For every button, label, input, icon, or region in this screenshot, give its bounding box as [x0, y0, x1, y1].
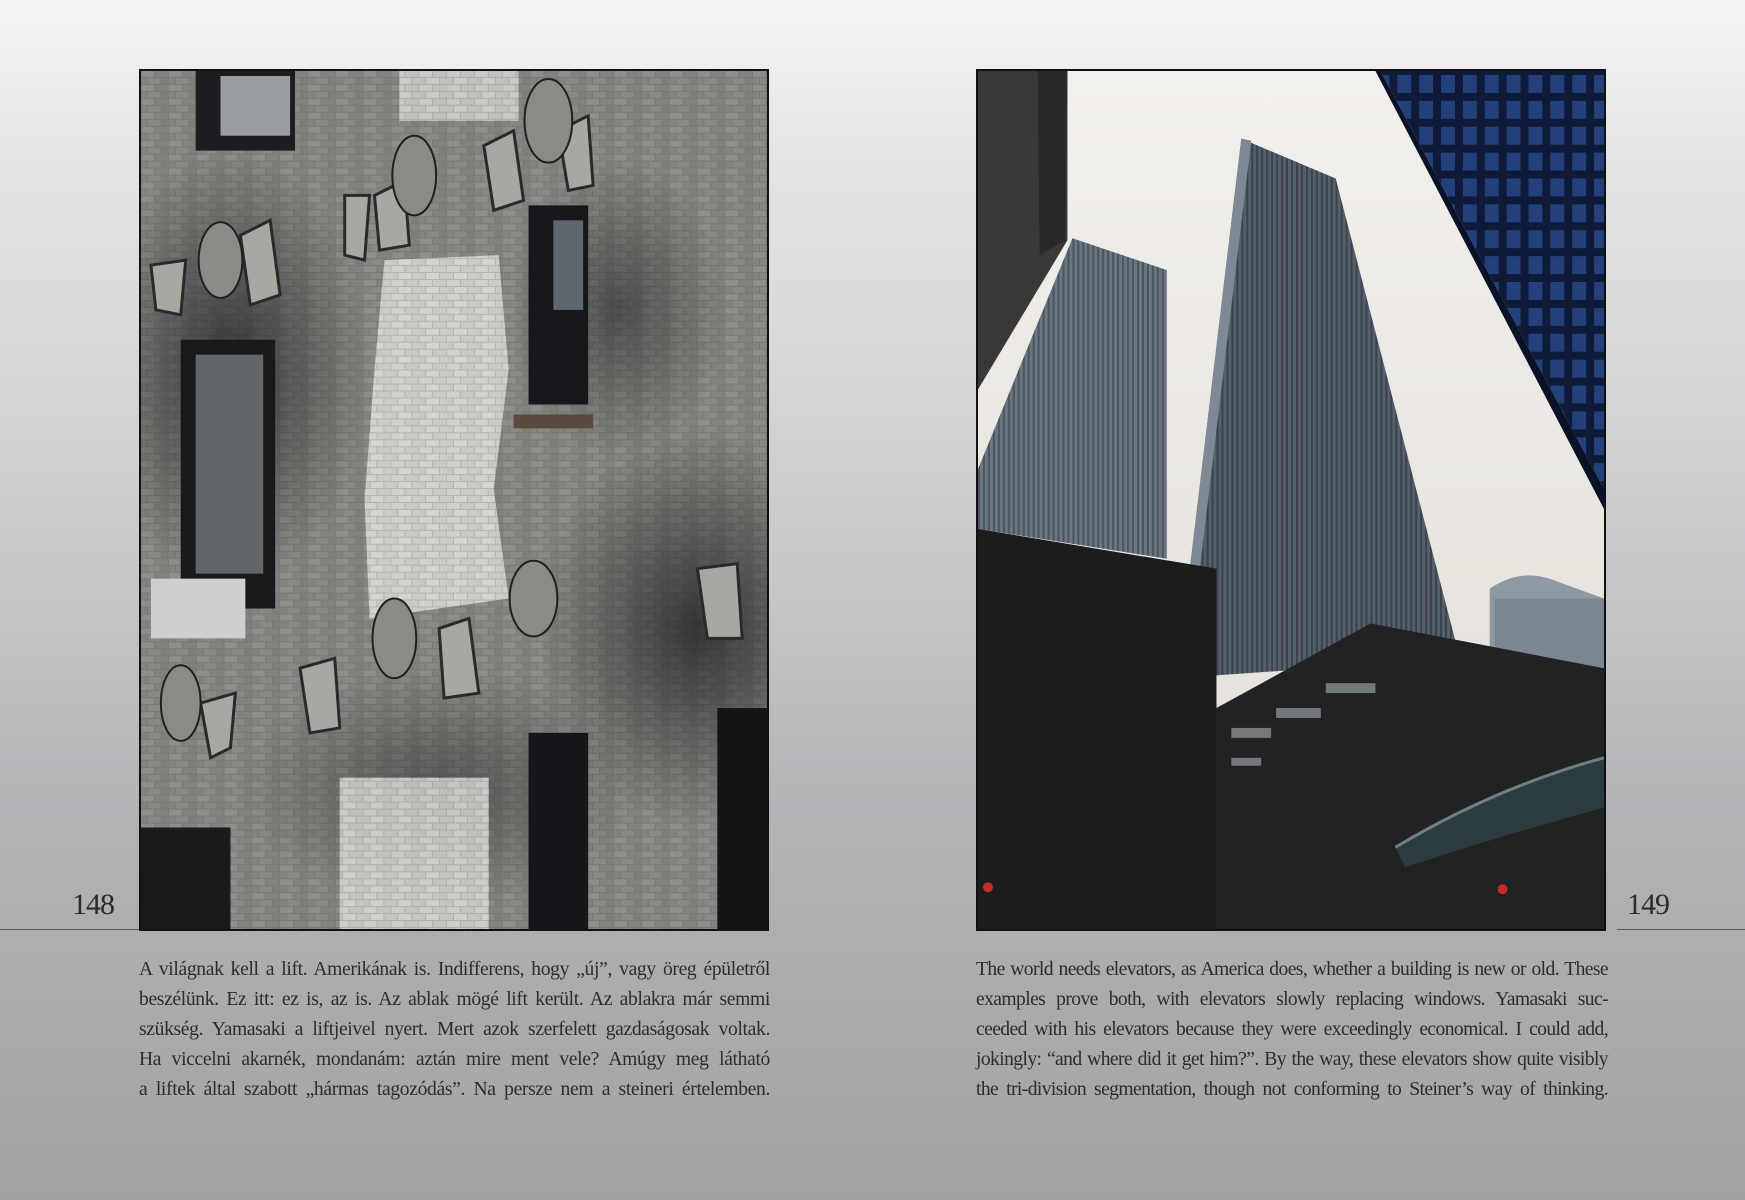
caption-line: A világnak kell a lift. Amerikának is. Indifferens, hogy „új”, vagy öreg épületről: [139, 959, 770, 980]
caption-english: [976, 955, 1608, 1105]
page-number-right: 149: [1627, 888, 1669, 921]
caption-line: beszélünk. Ez itt: ez is, az is. Az ablak mögé lift került. Az ablakra már semmi: [139, 989, 770, 1010]
photo-brick-facade: [139, 69, 769, 931]
caption-line: ceeded with his elevators because they were exceedingly economical. I could add,: [976, 1019, 1608, 1040]
caption-line: jokingly: “and where did it get him?”. By the way, these elevators show quite visibly: [976, 1049, 1608, 1070]
caption-line: examples prove both, with elevators slowly replacing windows. Yamasaki suc-: [976, 989, 1608, 1010]
photo-twin-towers: [976, 69, 1606, 931]
caption-hungarian: [139, 955, 770, 1105]
caption-line: the tri-division segmentation, though not conforming to Steiner’s way of thinking.: [976, 1079, 1608, 1100]
brick-facade-image: [141, 71, 767, 929]
caption-line: Ha viccelni akarnék, mondanám: aztán mire ment vele? Amúgy meg látható: [139, 1049, 770, 1070]
caption-line: szükség. Yamasaki a liftjeivel nyert. Mert azok szerfelett gazdaságosak voltak.: [139, 1019, 770, 1040]
caption-line: a liftek által szabott „hármas tagozódás”. Na persze nem a steineri értelemben.: [139, 1079, 770, 1100]
caption-line: The world needs elevators, as America does, whether a building is new or old. These: [976, 959, 1608, 980]
page-rule-right: [1617, 929, 1745, 930]
page-rule-left: [0, 929, 139, 930]
page-number-left: 148: [72, 888, 114, 921]
twin-towers-image: [978, 71, 1604, 929]
